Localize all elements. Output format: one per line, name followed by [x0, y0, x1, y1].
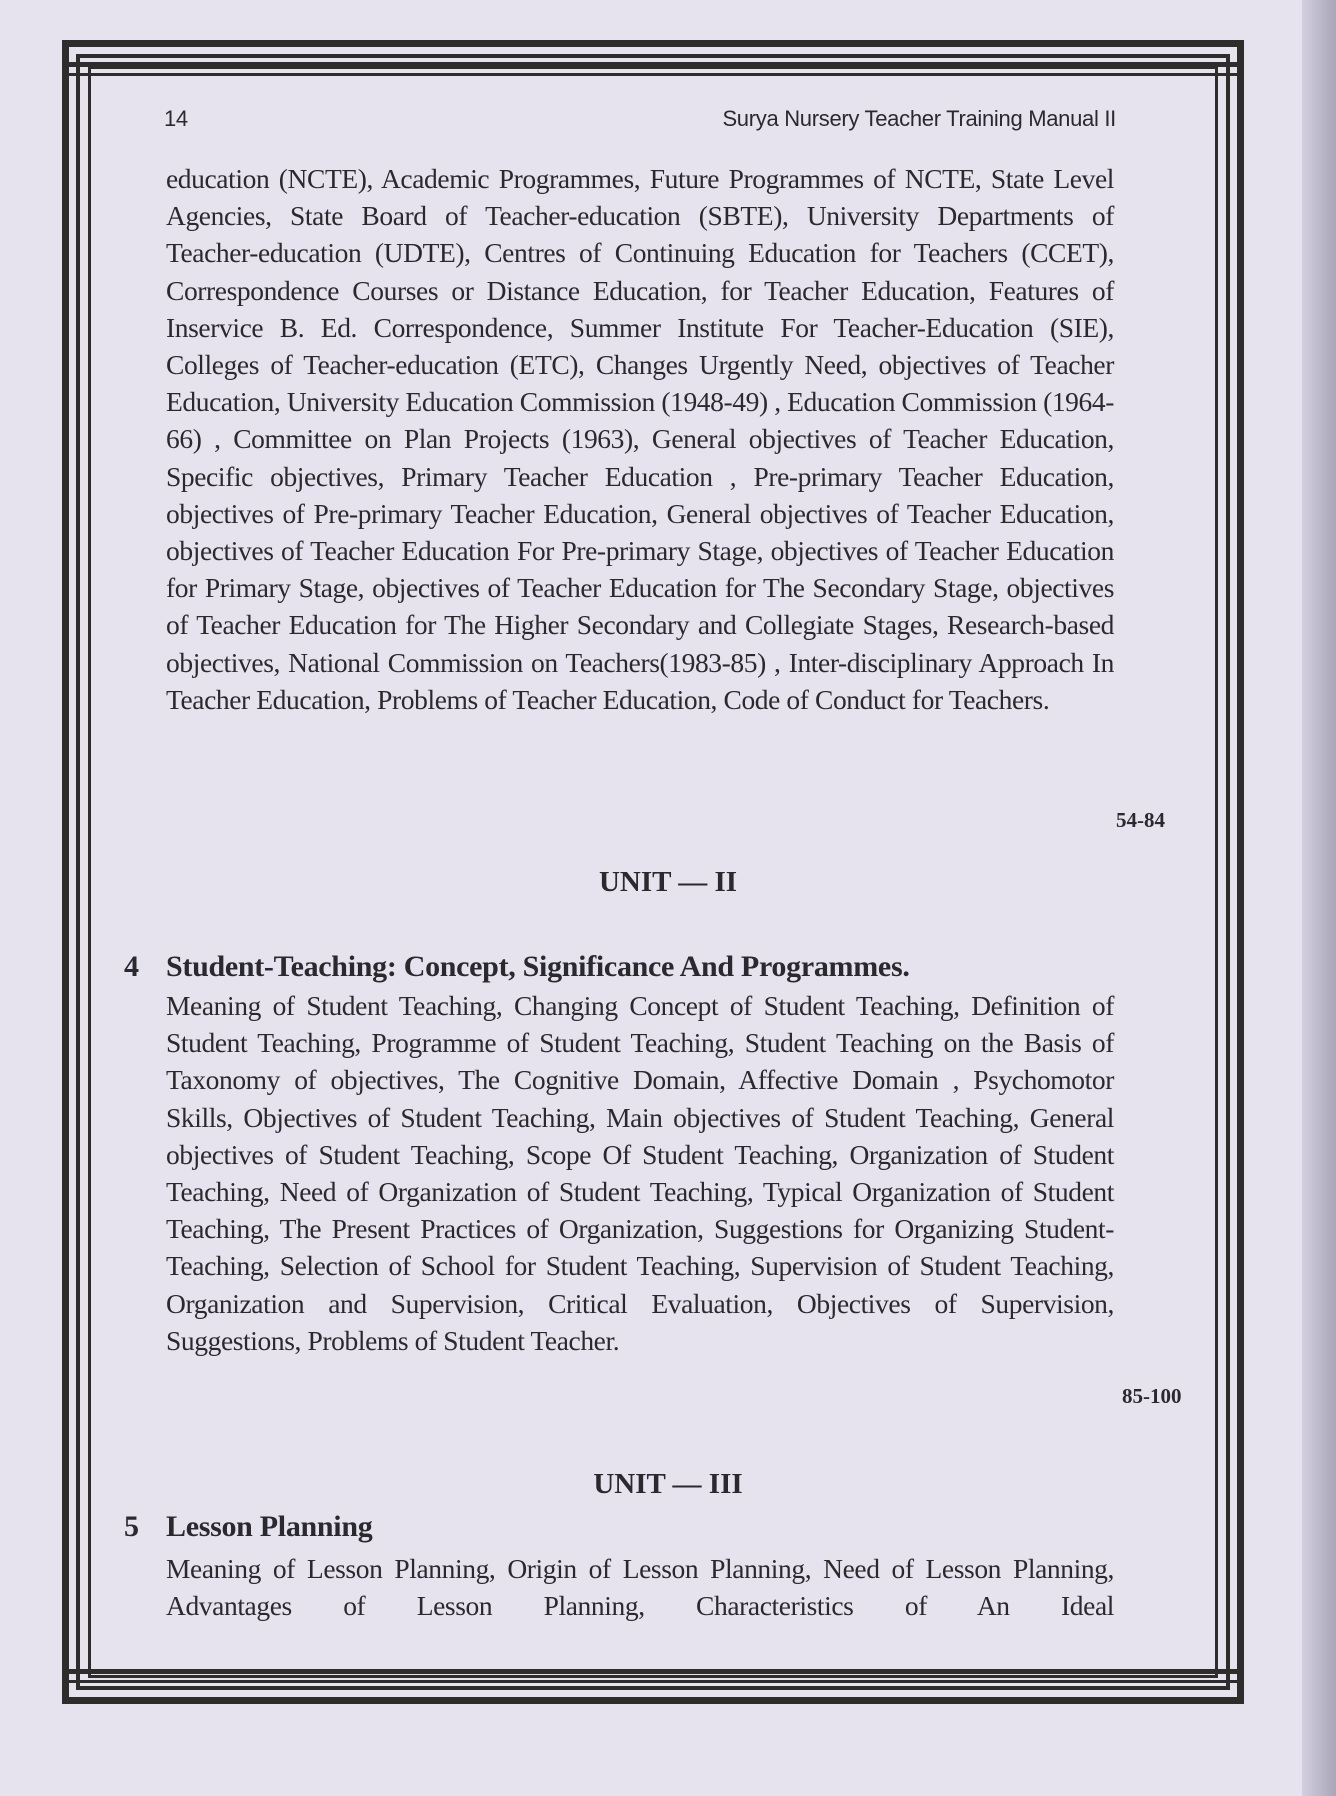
border-rule-bottom — [62, 1669, 1244, 1674]
page-number: 14 — [164, 106, 188, 131]
unit-heading-2: UNIT — II — [598, 866, 738, 898]
chapter-5-heading — [124, 1510, 372, 1544]
running-header — [164, 106, 1116, 136]
book-title: Surya Nursery Teacher Training Manual II — [722, 106, 1116, 131]
unit-heading-3: UNIT — III — [593, 1468, 743, 1500]
border-rule-top — [62, 62, 1244, 67]
chapter-title: Student-Teaching: Concept, Significance And Programmes. — [166, 950, 910, 983]
chapter-5-contents: Meaning of Lesson Planning, Origin of Lesson Planning, Need of Lesson Planning, Advantages of Lesson Planning, Characteristics of An Ideal — [166, 1553, 1114, 1622]
chapter-4-contents: Meaning of Student Teaching, Changing Concept of Student Teaching, Definition of Student Teaching, Programme of Student Teaching, Student Teaching on the Basis of Taxonomy of objectives, The Cognitive Domain, Affective Domain , Psychomotor Skills, Objectives of Student Teaching, Main objectives of Student Teaching, General objectives of Student Teaching, Scope Of Student Teaching, Organization of Student Teaching, Need of Organization of Student Teaching, Typical Organization of Student Teaching, The Present Practices of Organization, Suggestions for Organizing Student-Teaching, Selection of School for Student Teaching, Supervision of Student Teaching, Organization and Supervision, Critical Evaluation, Objectives of Supervision, Suggestions, Problems of Student Teacher. — [166, 990, 1114, 1356]
chapter-4-heading — [124, 950, 910, 984]
chapter-3-contents: education (NCTE), Academic Programmes, Future Programmes of NCTE, State Level Agencies, State Board of Teacher-education (SBTE), University Departments of Teacher-education (UDTE), Centres of Continuing Education for Teachers (CCET), Correspondence Courses or Distance Education, for Teacher Education, Features of Inservice B. Ed. Correspondence, Summer Institute For Teacher-Education (SIE), Colleges of Teacher-education (ETC), Changes Urgently Need, objectives of Teacher Education, University Education Commission (1948-49) , Education Commission (1964-66) , Committee on Plan Projects (1963), General objectives of Teacher Education, Specific objectives, Primary Teacher Education , Pre-primary Teacher Education, objectives of Pre-primary Teacher Education, General objectives of Teacher Education, objectives of Teacher Education For Pre-primary Stage, objectives of Teacher Education for Primary Stage, objectives of Teacher Education for The Secondary Stage, objectives of Teacher Education for The Higher Secondary and Collegiate Stages, Research-based objectives, National Commission on Teachers(1983-85) , Inter-disciplinary Approach In Teacher Education, Problems of Teacher Education, Code of Conduct for Teachers. — [166, 163, 1114, 715]
page-range-54-84: 54-84 — [1116, 808, 1165, 832]
chapter-title: Lesson Planning — [166, 1510, 373, 1543]
border-rule-top — [62, 73, 1244, 76]
page-range-85-100: 85-100 — [1122, 1384, 1182, 1408]
chapter-number: 4 — [124, 950, 139, 983]
border-rule-bottom — [62, 1680, 1244, 1683]
chapter-number: 5 — [124, 1510, 139, 1543]
